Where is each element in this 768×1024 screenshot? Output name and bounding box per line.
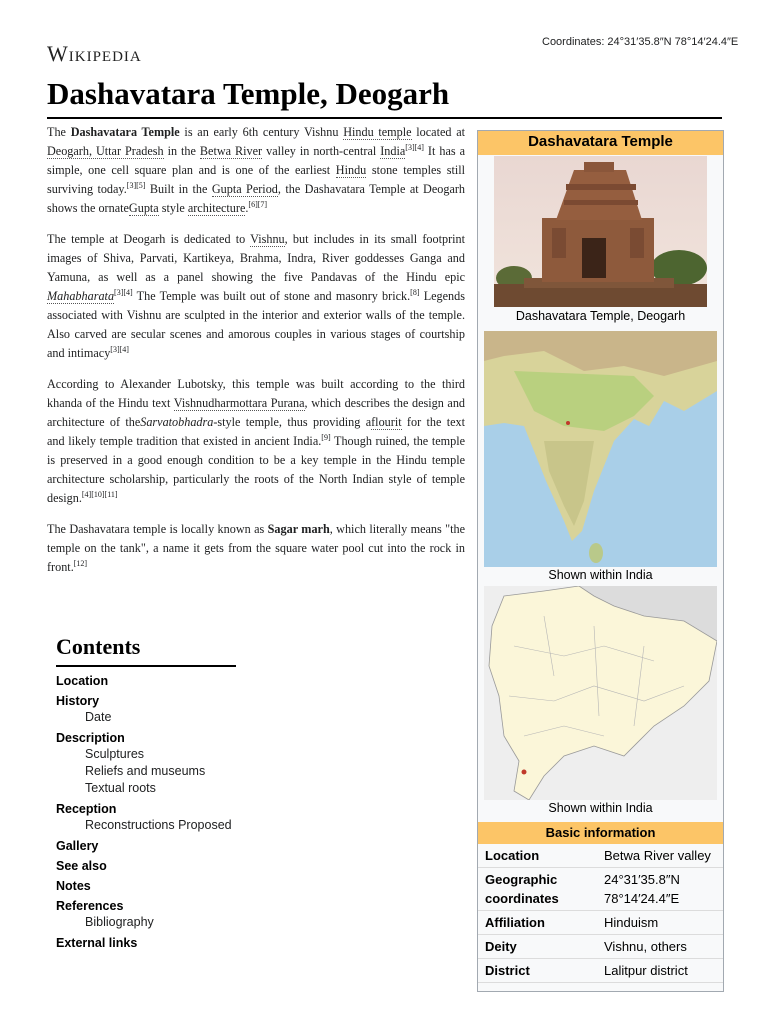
infobox-row: [478, 868, 723, 911]
table-of-contents: [56, 634, 236, 956]
infobox-value: Lalitpur district: [604, 963, 688, 978]
text: , the Dashavatara Temple at Deogarh shows the ornate: [47, 182, 466, 215]
toc-item[interactable]: References: [56, 899, 124, 913]
infobox-value[interactable]: Betwa River valley: [604, 848, 711, 863]
link-gupta-period[interactable]: Gupta Period: [211, 182, 278, 196]
toc-item[interactable]: Location: [56, 674, 109, 688]
paragraph-2: [47, 230, 465, 363]
infobox-row: [478, 959, 723, 983]
link-mahabharata[interactable]: Mahabharata: [47, 289, 115, 303]
toc-group: [56, 879, 236, 894]
text: in the: [163, 144, 200, 158]
text: According to Alexander Lubotsky, this temple was built according to the third khanda of the Hindu text: [47, 377, 465, 410]
infobox-label: Geographic coordinates: [485, 872, 559, 906]
wikipedia-logo[interactable]: Wikipedia: [47, 41, 142, 66]
toc-group: [56, 694, 236, 726]
toc-group: [56, 731, 236, 797]
text: , which describes the design and architecture of the: [47, 396, 466, 429]
citation[interactable]: [3][5]: [126, 180, 146, 190]
citation[interactable]: [3][4]: [114, 287, 133, 297]
infobox-row: [478, 844, 723, 868]
toc-subitem[interactable]: Date: [85, 710, 112, 724]
text: stone temples still surviving today.: [47, 163, 465, 196]
toc-subitem[interactable]: Textual roots: [85, 781, 156, 795]
text: The Temple was built out of stone and masonry brick.: [132, 289, 411, 303]
infobox-label: District: [485, 963, 530, 978]
text: , but includes in its small footprint images of Shiva, Parvati, Kartikeya, Brahma, Indra, River goddesses Ganga and Yamuna, as well as a panel showing the five Pandavas of the Hindu epic: [47, 232, 465, 284]
link-architecture[interactable]: architecture: [187, 201, 246, 215]
infobox-row: [478, 935, 723, 959]
toc-group: [56, 859, 236, 874]
text: valley in north-central: [262, 144, 381, 158]
toc-item[interactable]: Gallery: [56, 839, 99, 853]
infobox-rows: [478, 844, 723, 983]
link-vishnudharmottara-purana[interactable]: Vishnudharmottara Purana: [173, 396, 305, 410]
toc-group: [56, 899, 236, 931]
link-india[interactable]: India: [380, 144, 406, 158]
text: style: [158, 201, 188, 215]
citation[interactable]: [4][10][11]: [81, 489, 118, 499]
toc-group: [56, 802, 236, 834]
link-vishnu[interactable]: Vishnu: [250, 232, 285, 246]
text: .: [245, 201, 249, 215]
text: -style temple, thus providing a: [213, 415, 372, 429]
toc-item[interactable]: Reception: [56, 802, 117, 816]
citation[interactable]: [3][4]: [405, 142, 424, 152]
bold-term: Dashavatara Temple: [70, 125, 180, 139]
india-map[interactable]: [484, 331, 717, 567]
citation[interactable]: [8]: [410, 287, 420, 297]
paragraph-3: [47, 375, 465, 508]
infobox-label: Deity: [485, 939, 517, 954]
infobox-value[interactable]: 24°31′35.8″N 78°14′24.4″E: [604, 872, 680, 906]
toc-group: [56, 674, 236, 689]
infobox-value: Hinduism: [604, 915, 659, 930]
toc-list: [56, 674, 236, 951]
basic-info-header: Basic information: [478, 822, 723, 844]
text: Built in the: [145, 182, 212, 196]
text: The temple at Deogarh is dedicated to: [47, 232, 251, 246]
infobox: [477, 130, 724, 992]
coordinates-text[interactable]: Coordinates: 24°31′35.8″N 78°14′24.4″E: [542, 36, 739, 48]
map2-caption: Shown within India: [548, 801, 653, 815]
title-divider: [47, 117, 722, 119]
link-betwa-river[interactable]: Betwa River: [199, 144, 263, 158]
uttar-pradesh-map[interactable]: [484, 586, 717, 800]
photo-caption: Dashavatara Temple, Deogarh: [515, 309, 686, 323]
text: It has a simple, one cell square plan and is one of the earliest: [47, 144, 465, 177]
infobox-row: [478, 911, 723, 935]
text: The: [47, 125, 71, 139]
citation[interactable]: [3][4]: [110, 344, 129, 354]
toc-item[interactable]: Description: [56, 731, 125, 745]
toc-item[interactable]: External links: [56, 936, 138, 950]
text: Legends associated with Vishnu are sculpted in the interior and exterior walls of the temple. Also carved are secular scenes and amorous couples in various stages of courtship and intimacy: [47, 289, 465, 360]
map1-caption: Shown within India: [548, 568, 653, 582]
toc-subitem[interactable]: Bibliography: [85, 915, 154, 929]
infobox-label: Location: [485, 848, 540, 863]
toc-subitem[interactable]: Reliefs and museums: [85, 764, 206, 778]
toc-item[interactable]: See also: [56, 859, 107, 873]
link-hindu-temple[interactable]: Hindu temple: [343, 125, 412, 139]
text: The Dashavatara temple is locally known as: [47, 522, 268, 536]
infobox-title: Dashavatara Temple: [478, 131, 723, 155]
text: for the text and likely temple tradition that existed in ancient India.: [47, 415, 465, 448]
citation[interactable]: [12]: [73, 558, 88, 568]
toc-item[interactable]: History: [56, 694, 100, 708]
contents-heading: Contents: [56, 634, 236, 667]
link-flourit[interactable]: flourit: [371, 415, 402, 429]
paragraph-4: [47, 520, 465, 577]
infobox-value: Vishnu, others: [604, 939, 687, 954]
paragraph-1: [47, 123, 465, 218]
toc-group: [56, 936, 236, 951]
article-body: [47, 123, 465, 589]
toc-subitem[interactable]: Sculptures: [85, 747, 145, 761]
link-gupta[interactable]: Gupta: [128, 201, 159, 215]
bold-term: Sagar marh: [267, 522, 330, 536]
link-hindu[interactable]: Hindu: [335, 163, 367, 177]
text: , which literally means "the temple on the tank", a name it gets from the square water pool cut into the rock in front.: [47, 522, 466, 574]
citation[interactable]: [6][7]: [248, 199, 268, 209]
toc-subitem[interactable]: Reconstructions Proposed: [85, 818, 232, 832]
link-deogarh[interactable]: Deogarh, Uttar Pradesh: [47, 144, 164, 158]
toc-group: [56, 839, 236, 854]
temple-photo[interactable]: [494, 156, 707, 307]
page-title: Dashavatara Temple, Deogarh: [47, 76, 450, 111]
text: is an early 6th century Vishnu: [179, 125, 344, 139]
text: Though ruined, the temple is preserved in a good enough condition to be a key temple in the Hindu temple architecture scholarship, particularly the roots of the North Indian style of temple design.: [47, 434, 465, 505]
infobox-label: Affiliation: [485, 915, 545, 930]
toc-item[interactable]: Notes: [56, 879, 91, 893]
text: located at: [411, 125, 466, 139]
citation[interactable]: [9]: [321, 432, 331, 442]
italic-term: Sarvatobhadra: [140, 415, 214, 429]
